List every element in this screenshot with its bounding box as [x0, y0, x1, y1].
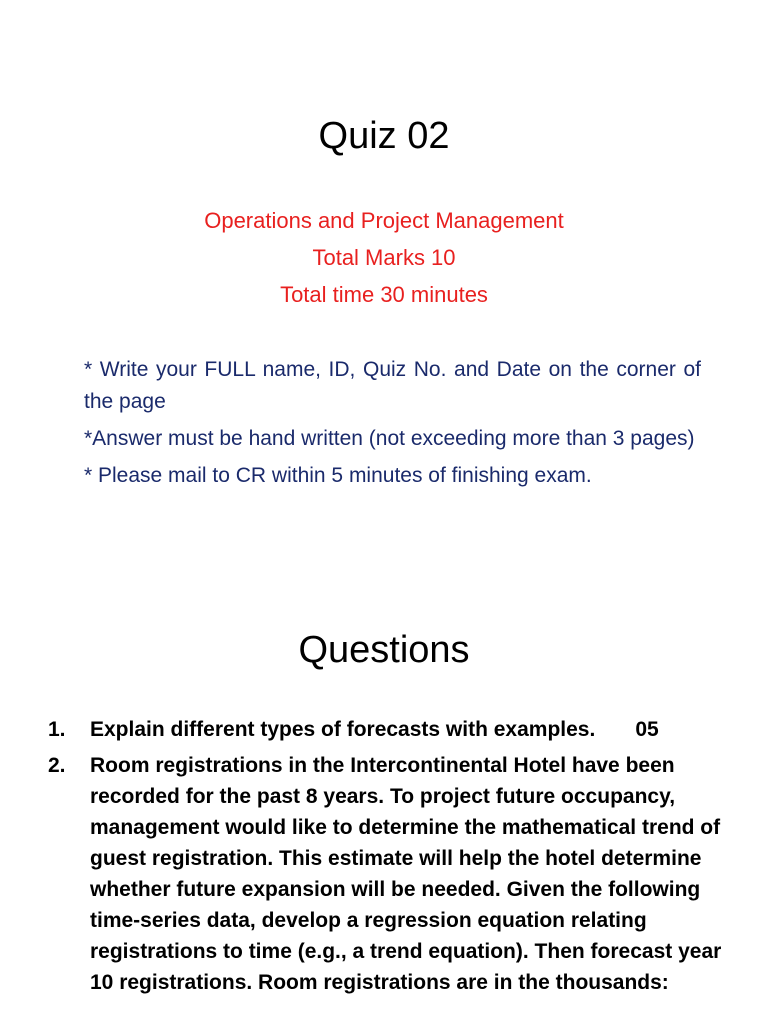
questions-title: Questions — [298, 629, 470, 671]
question-number: 1. — [48, 718, 66, 741]
instruction-item: * Write your FULL name, ID, Quiz No. and Date on the corner of the page — [84, 358, 701, 413]
question-number: 2. — [48, 754, 66, 777]
question-list — [48, 714, 728, 1003]
question-marks: 05 — [635, 718, 659, 741]
instruction-item: * Please mail to CR within 5 minutes of finishing exam. — [84, 464, 592, 487]
question-item — [48, 750, 728, 998]
question-text — [90, 714, 728, 745]
course-name: Operations and Project Management — [204, 208, 564, 233]
questions-slide — [0, 576, 768, 1024]
quiz-subtitle — [0, 202, 768, 313]
question-body: Explain different types of forecasts with examples. — [90, 718, 596, 741]
quiz-title: Quiz 02 — [318, 115, 450, 157]
question-text: Room registrations in the Intercontinental Hotel have been recorded for the past 8 years. To project future occupancy, management would like to determine the mathematical trend of guest registration. This estimate will help the hotel determine whether future expansion will be needed. Given the following time-series data, develop a regression equation relating registrations to time (e.g., a trend equation). Then forecast year 10 registrations. Room registrations are in the thousands: — [90, 754, 722, 994]
question-item — [48, 714, 728, 745]
instructions-list — [84, 354, 701, 497]
total-time: Total time 30 minutes — [280, 282, 488, 307]
instruction-item: *Answer must be hand written (not exceeding more than 3 pages) — [84, 427, 695, 450]
total-marks: Total Marks 10 — [312, 245, 456, 270]
